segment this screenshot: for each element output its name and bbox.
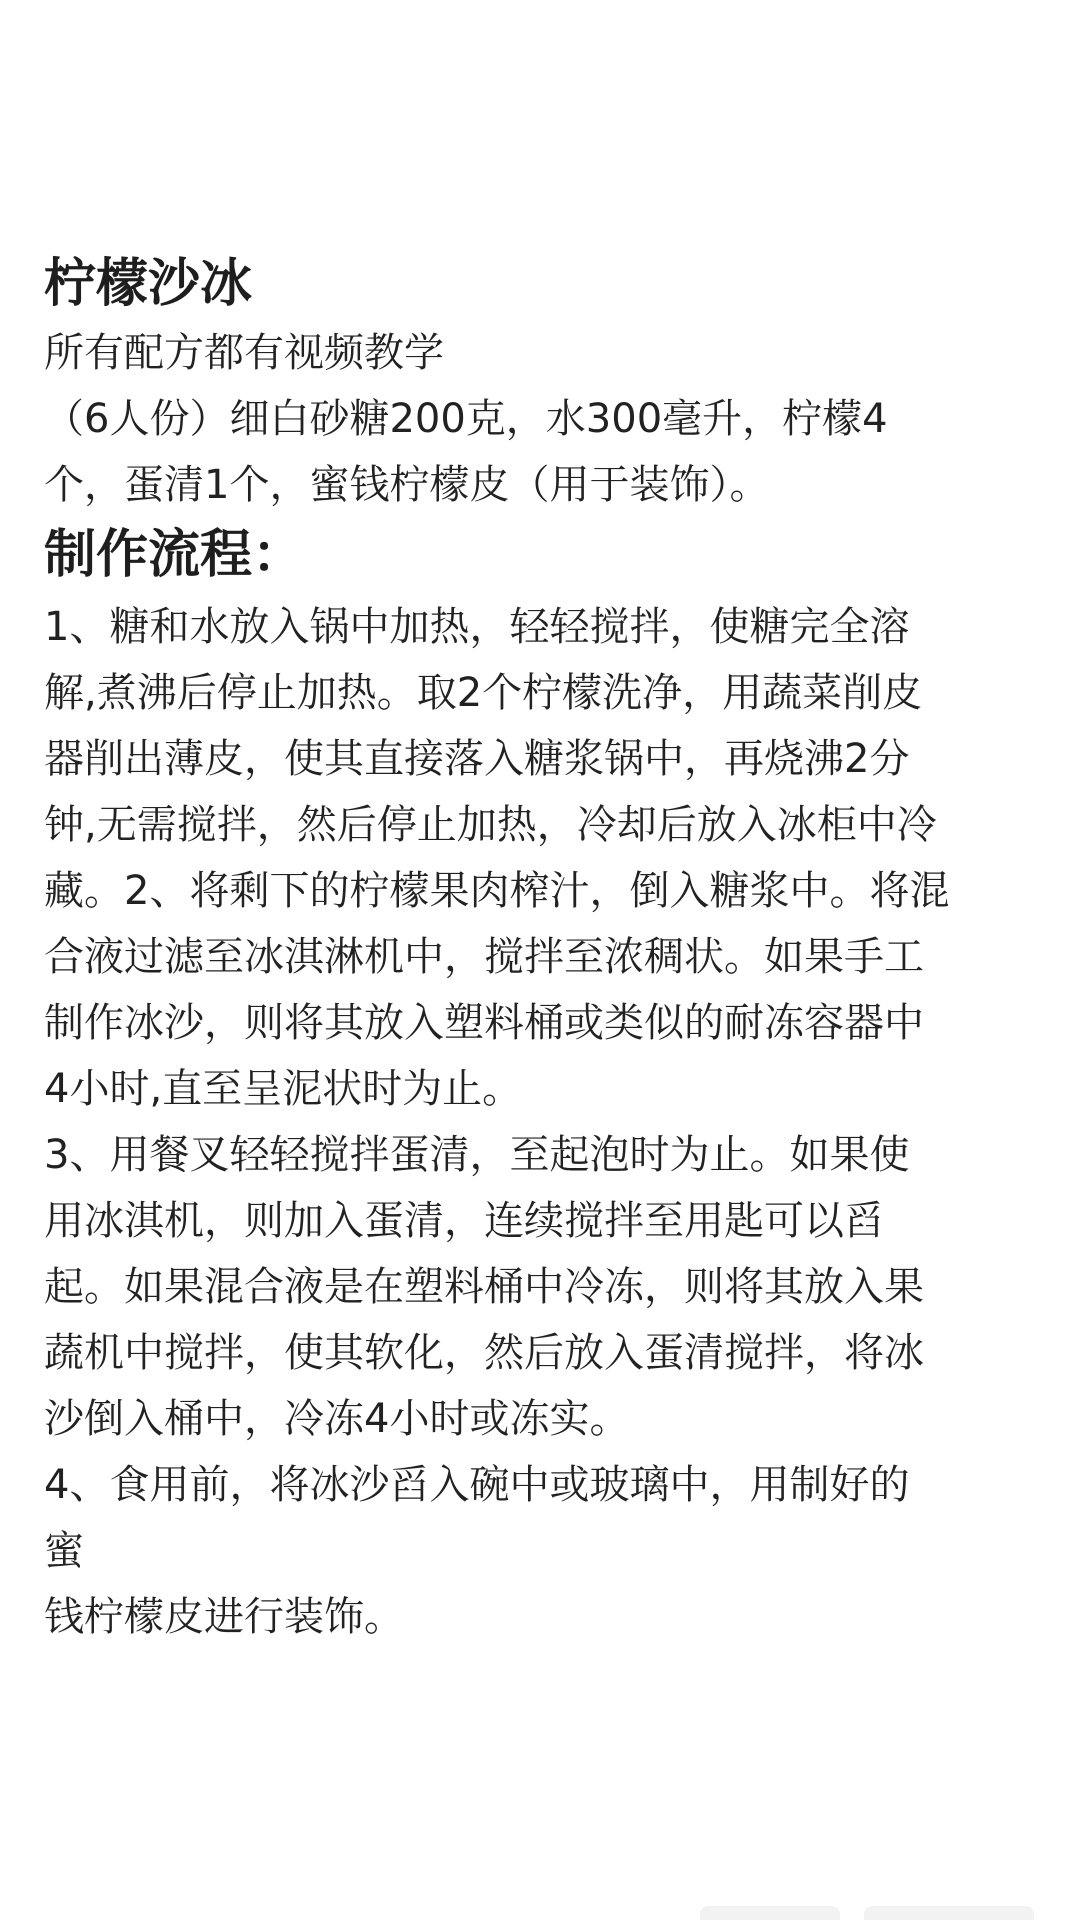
step-line: 1、糖和水放入锅中加热，轻轻搅拌，使糖完全溶: [44, 604, 910, 650]
step-line: 合液过滤至冰淇淋机中，搅拌至浓稠状。如果手工: [44, 934, 924, 980]
ingredients-line: （6人份）细白砂糖200克，水300毫升，柠檬4: [44, 396, 888, 442]
step-line: 蔬机中搅拌，使其软化，然后放入蛋清搅拌，将冰: [44, 1330, 924, 1376]
step-line: 4、食用前，将冰沙舀入碗中或玻璃中，用制好的: [44, 1462, 910, 1508]
step-line: 4小时,直至呈泥状时为止。: [44, 1066, 523, 1112]
recipe-document: [44, 248, 1054, 1650]
section-heading: 制作流程：: [44, 525, 305, 585]
ingredients-line: 个，蛋清1个，蜜钱柠檬皮（用于装饰）。: [44, 462, 770, 508]
recipe-title: 柠檬沙冰: [44, 254, 253, 314]
subtitle-line: 所有配方都有视频教学: [44, 330, 444, 376]
step-line: 用冰淇机，则加入蛋清，连续搅拌至用匙可以舀: [44, 1198, 884, 1244]
step-line: 解,煮沸后停止加热。取2个柠檬洗净，用蔬菜削皮: [44, 670, 923, 716]
step-line: 钟,无需搅拌，然后停止加热，冷却后放入冰柜中冷: [44, 802, 937, 848]
step-line: 钱柠檬皮进行装饰。: [44, 1594, 404, 1640]
step-line: 制作冰沙，则将其放入塑料桶或类似的耐冻容器中: [44, 1000, 924, 1046]
step-line: 沙倒入桶中，冷冻4小时或冻实。: [44, 1396, 630, 1442]
bottom-bar-segment: [700, 1906, 840, 1920]
step-line: 器削出薄皮，使其直接落入糖浆锅中，再烧沸2分: [44, 736, 910, 782]
step-line: 起。如果混合液是在塑料桶中冷冻，则将其放入果: [44, 1264, 924, 1310]
step-line: 3、用餐叉轻轻搅拌蛋清，至起泡时为止。如果使: [44, 1132, 910, 1178]
step-line: 蜜: [44, 1528, 84, 1574]
bottom-bar-segment: [864, 1906, 1034, 1920]
step-line: 藏。2、将剩下的柠檬果肉榨汁，倒入糖浆中。将混: [44, 868, 950, 914]
